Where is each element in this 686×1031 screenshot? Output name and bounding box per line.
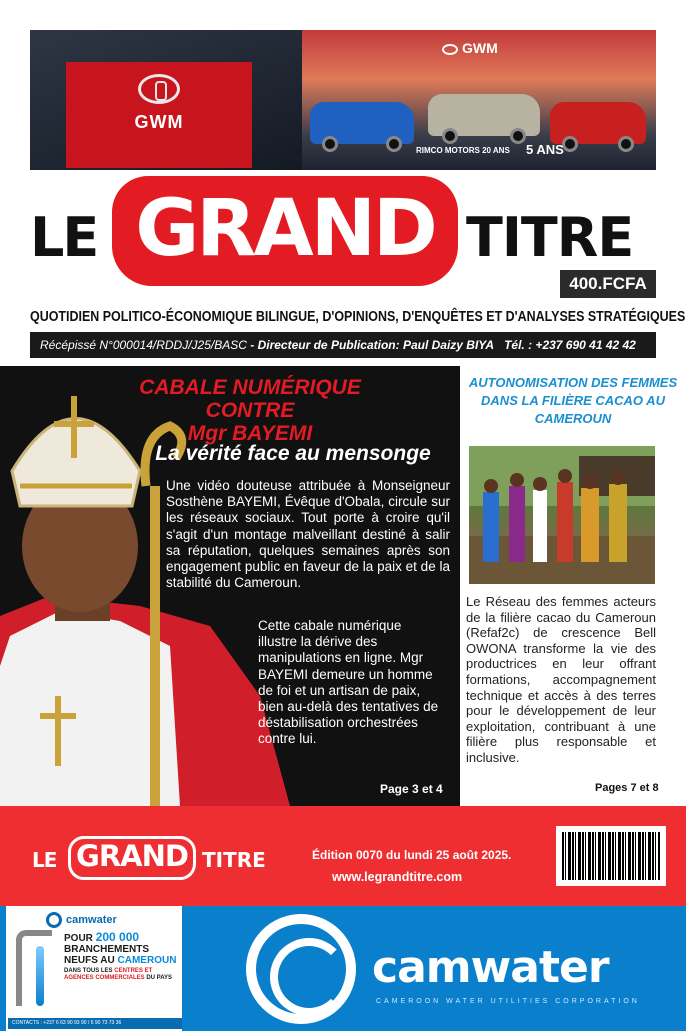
offer-neufs: NEUFS AU xyxy=(64,955,115,966)
camwater-offer xyxy=(64,932,176,966)
offer-pour: POUR xyxy=(64,933,93,944)
side-story-body: Le Réseau des femmes acteurs de la filière cacao du Cameroun (Refaf2c) de crescence Bell OWONA transforme la vie des productrices en leur offrant formations, accompagnement technique et accès à des terres pour le développement de leur exploitation, contribuant à une filière plus responsable et inclusive. xyxy=(466,594,656,765)
beige-suv-car xyxy=(428,94,540,136)
publication-info-bar xyxy=(30,332,656,358)
water-stream-icon xyxy=(36,946,44,1006)
red-suv-car xyxy=(550,102,646,144)
main-story-page-ref[interactable]: Page 3 et 4 xyxy=(380,782,443,796)
offer-centres: CENTRES ET AGENCES COMMERCIALES xyxy=(64,968,153,981)
offer-dans: DANS TOUS LES xyxy=(64,968,113,974)
camwater-logo-icon xyxy=(246,914,356,1024)
price-tag: 400.FCFA xyxy=(560,270,656,298)
director-name: - Directeur de Publication: Paul Daizy BIYA xyxy=(250,338,495,352)
camwater-small-brand: camwater xyxy=(66,914,117,926)
camwater-small-panel xyxy=(6,906,182,1031)
camwater-offer-details xyxy=(64,968,176,982)
gwm-box-label: GWM xyxy=(134,112,184,132)
receipt-number: Récépissé N°000014/RDDJ/J25/BASC xyxy=(40,338,247,352)
main-story-body-1: Une vidéo douteuse attribuée à Monseigneur Sosthène BAYEMI, Évêque d'Obala, circule sur les réseaux sociaux. Tout porte à croire qu'il s'agit d'un montage malveillant destiné à salir sa réputation, quelques semaines après son engagement public en faveur de la paix et de la stabilité du Cameroun. xyxy=(166,478,450,591)
warranty-label: 5 ANS xyxy=(526,142,564,157)
gwm-right-label: GWM xyxy=(462,40,498,56)
masthead-grand: GRAND xyxy=(135,184,435,274)
gwm-right-logo xyxy=(442,40,498,56)
side-headline: AUTONOMISATION DES FEMMES DANS LA FILIÈRE CACAO AU CAMEROUN xyxy=(468,375,678,426)
footer-logo-titre: TITRE xyxy=(202,848,266,872)
footer-band xyxy=(0,806,686,906)
gwm-advertisement[interactable] xyxy=(30,30,656,170)
camwater-tagline: CAMEROON WATER UTILITIES CORPORATION xyxy=(376,998,640,1005)
offer-number: 200 000 xyxy=(95,930,140,944)
gwm-red-box xyxy=(66,62,252,168)
camwater-small-logo-icon xyxy=(46,912,62,928)
side-story[interactable] xyxy=(460,366,686,806)
offer-pays: DU PAYS xyxy=(146,975,173,981)
camwater-contacts: CONTACTS : +237 6 63 90 93 90 / 6 90 73 73 36 xyxy=(8,1018,182,1029)
main-headline xyxy=(100,376,400,445)
water-tap-icon xyxy=(16,930,52,1006)
main-headline-line1: CABALE NUMÉRIQUE CONTRE xyxy=(139,376,361,422)
dealer-label: RIMCO MOTORS 20 ANS xyxy=(416,146,510,155)
camwater-advertisement[interactable] xyxy=(0,906,686,1031)
footer-logo-grand: GRAND xyxy=(76,839,188,873)
main-subheadline: La vérité face au mensonge xyxy=(155,442,431,465)
newspaper-tagline: QUOTIDIEN POLITICO-ÉCONOMIQUE BILINGUE, D'OPINIONS, D'ENQUÊTES ET D'ANALYSES STRATÉGIQUES xyxy=(30,309,686,325)
blue-pickup-car xyxy=(310,102,414,144)
cocoa-women-photo xyxy=(469,446,655,584)
side-story-page-ref[interactable]: Pages 7 et 8 xyxy=(595,782,659,794)
masthead xyxy=(0,170,686,305)
barcode xyxy=(556,826,666,886)
edition-date: Édition 0070 du lundi 25 août 2025. xyxy=(312,848,512,862)
main-headline-line2: Mgr BAYEMI xyxy=(187,422,313,445)
main-story[interactable] xyxy=(0,366,460,806)
phone-number[interactable]: Tél. : +237 690 41 42 42 xyxy=(504,338,636,352)
website-link[interactable]: www.legrandtitre.com xyxy=(332,870,463,884)
gwm-ring-icon xyxy=(442,44,458,55)
barcode-bars xyxy=(562,832,660,880)
main-story-body-2: Cette cabale numérique illustre la dérive des manipulations en ligne. Mgr BAYEMI demeure un homme de foi et un artisan de paix, bien au-delà des tentatives de déstabilisation orchestrées contre lui. xyxy=(258,618,439,747)
footer-logo-le: LE xyxy=(32,848,57,872)
gwm-emblem-icon xyxy=(138,74,180,104)
masthead-titre: TITRE xyxy=(466,206,634,269)
camwater-big-brand: camwater xyxy=(372,942,609,993)
masthead-le: LE xyxy=(30,206,98,269)
offer-branchements: BRANCHEMENTS xyxy=(64,944,149,955)
offer-cameroun: CAMEROUN xyxy=(117,955,177,966)
